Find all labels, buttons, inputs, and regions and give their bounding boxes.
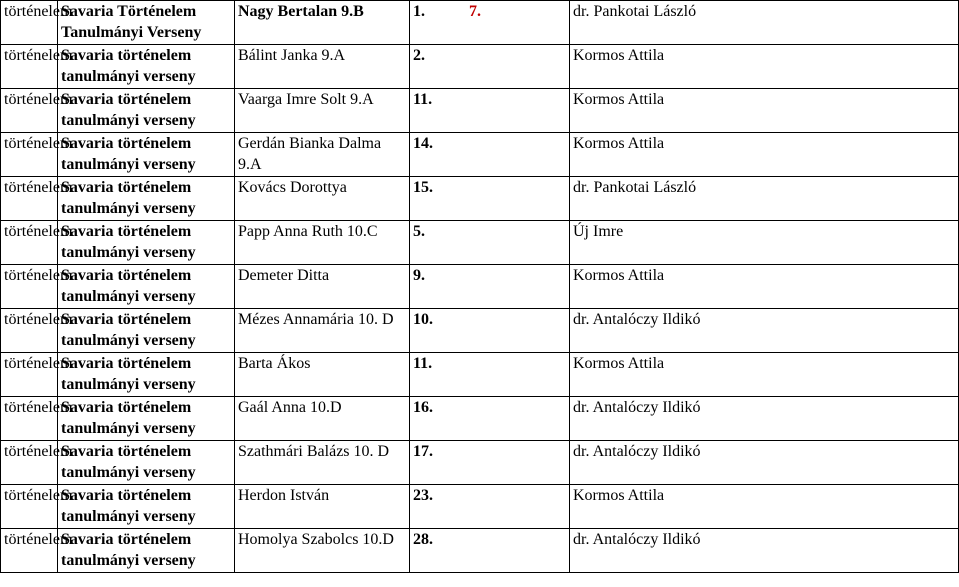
teacher-cell: dr. Pankotai László: [570, 177, 959, 221]
table-row: [1, 397, 959, 441]
student-name-cell: Papp Anna Ruth 10.C: [235, 221, 410, 265]
subject-cell: történelem: [1, 89, 58, 133]
competition-cell: Savaria történelem tanulmányi verseny: [58, 133, 235, 177]
subject-cell: történelem: [1, 397, 58, 441]
competition-cell: Savaria történelem tanulmányi verseny: [58, 265, 235, 309]
competition-cell: Savaria történelem tanulmányi verseny: [58, 353, 235, 397]
teacher-cell: dr. Antalóczy Ildikó: [570, 441, 959, 485]
teacher-cell: Új Imre: [570, 221, 959, 265]
teacher-cell: Kormos Attila: [570, 89, 959, 133]
place-cell: [410, 1, 570, 45]
teacher-cell: dr. Pankotai László: [570, 1, 959, 45]
student-name-cell: Vaarga Imre Solt 9.A: [235, 89, 410, 133]
place-cell: 15.: [410, 177, 570, 221]
student-name-cell: Mézes Annamária 10. D: [235, 309, 410, 353]
subject-cell: történelem: [1, 45, 58, 89]
subject-cell: történelem: [1, 221, 58, 265]
student-name-cell: Barta Ákos: [235, 353, 410, 397]
place-cell: 5.: [410, 221, 570, 265]
teacher-cell: Kormos Attila: [570, 353, 959, 397]
subject-cell: történelem: [1, 309, 58, 353]
subject-cell: történelem: [1, 441, 58, 485]
competition-cell: Savaria történelem tanulmányi verseny: [58, 397, 235, 441]
competition-cell: Savaria történelem tanulmányi verseny: [58, 441, 235, 485]
table-row: [1, 221, 959, 265]
table-row: [1, 133, 959, 177]
place-cell: 11.: [410, 353, 570, 397]
student-name-cell: Bálint Janka 9.A: [235, 45, 410, 89]
teacher-cell: dr. Antalóczy Ildikó: [570, 309, 959, 353]
table-row: [1, 309, 959, 353]
place-cell: 14.: [410, 133, 570, 177]
place-cell: 9.: [410, 265, 570, 309]
table-row: [1, 441, 959, 485]
subject-cell: történelem: [1, 133, 58, 177]
table-row: [1, 89, 959, 133]
subject-cell: történelem: [1, 485, 58, 529]
competition-cell: Savaria Történelem Tanulmányi Verseny: [58, 1, 235, 45]
table-row: [1, 177, 959, 221]
table-row: [1, 353, 959, 397]
place-cell: 28.: [410, 529, 570, 573]
place-cell: 2.: [410, 45, 570, 89]
competition-cell: Savaria történelem tanulmányi verseny: [58, 485, 235, 529]
place-cell: 11.: [410, 89, 570, 133]
teacher-cell: Kormos Attila: [570, 133, 959, 177]
teacher-cell: Kormos Attila: [570, 45, 959, 89]
table-row: [1, 265, 959, 309]
subject-cell: történelem: [1, 353, 58, 397]
teacher-cell: dr. Antalóczy Ildikó: [570, 397, 959, 441]
table-row: [1, 529, 959, 573]
table-row: [1, 45, 959, 89]
student-name-cell: Homolya Szabolcs 10.D: [235, 529, 410, 573]
table-row: [1, 1, 959, 45]
student-name-cell: Demeter Ditta: [235, 265, 410, 309]
student-name-cell: Herdon István: [235, 485, 410, 529]
subject-cell: történelem: [1, 1, 58, 45]
student-name-cell: Szathmári Balázs 10. D: [235, 441, 410, 485]
student-name-cell: Gaál Anna 10.D: [235, 397, 410, 441]
teacher-cell: dr. Antalóczy Ildikó: [570, 529, 959, 573]
student-name-cell: Gerdán Bianka Dalma 9.A: [235, 133, 410, 177]
teacher-cell: Kormos Attila: [570, 485, 959, 529]
results-table-body: [1, 1, 959, 573]
place-cell: 16.: [410, 397, 570, 441]
competition-cell: Savaria történelem tanulmányi verseny: [58, 221, 235, 265]
subject-cell: történelem: [1, 529, 58, 573]
competition-cell: Savaria történelem tanulmányi verseny: [58, 529, 235, 573]
competition-cell: Savaria történelem tanulmányi verseny: [58, 177, 235, 221]
place-cell: 17.: [410, 441, 570, 485]
place-cell: 10.: [410, 309, 570, 353]
table-row: [1, 485, 959, 529]
place-extra-value: 7.: [469, 3, 481, 20]
subject-cell: történelem: [1, 265, 58, 309]
subject-cell: történelem: [1, 177, 58, 221]
place-cell: 23.: [410, 485, 570, 529]
teacher-cell: Kormos Attila: [570, 265, 959, 309]
competition-cell: Savaria történelem tanulmányi verseny: [58, 45, 235, 89]
competition-cell: Savaria történelem tanulmányi verseny: [58, 309, 235, 353]
student-name-cell: Nagy Bertalan 9.B: [235, 1, 410, 45]
student-name-cell: Kovács Dorottya: [235, 177, 410, 221]
place-value: 1.: [413, 3, 425, 20]
competition-cell: Savaria történelem tanulmányi verseny: [58, 89, 235, 133]
